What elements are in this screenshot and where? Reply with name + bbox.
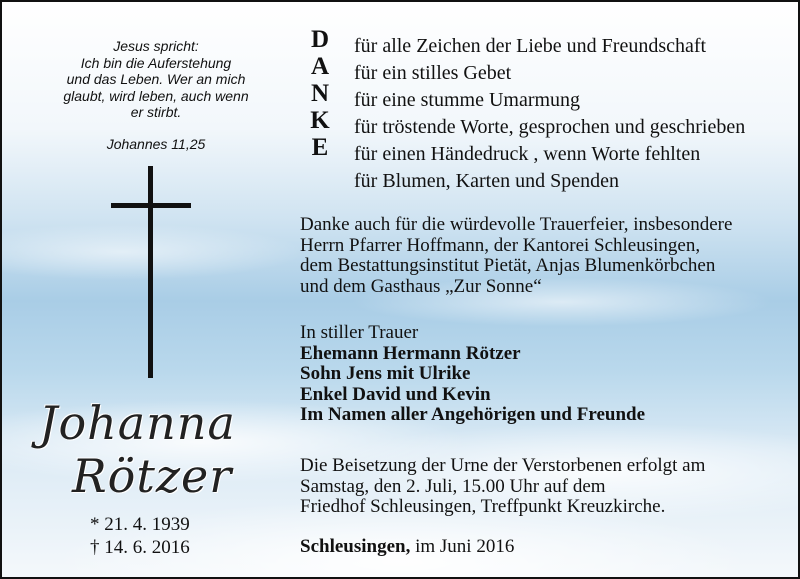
cross-vertical-beam (148, 166, 153, 378)
verse-reference: Johannes 11,25 (106, 136, 206, 152)
danke-line: für ein stilles Gebet (354, 62, 512, 84)
acrostic-letter: K (310, 107, 330, 134)
burial-line: Die Beisetzung der Urne der Verstorbenen erfolgt am (300, 455, 706, 476)
acrostic-letter: D (310, 26, 330, 53)
bible-verse (42, 38, 270, 152)
danke-acrostic (302, 26, 338, 161)
paragraph-line: und dem Gasthaus „Zur Sonne“ (300, 275, 542, 297)
acrostic-letter: E (311, 134, 329, 161)
deceased-last-name: Rötzer (72, 449, 233, 503)
closing-place: Schleusingen, (300, 536, 411, 557)
thanks-paragraph (300, 215, 732, 297)
danke-line: für einen Händedruck , wenn Worte fehlten (354, 143, 701, 165)
cross-horizontal-beam (111, 203, 191, 208)
mourner-name: Sohn Jens mit Ulrike (300, 363, 471, 384)
mourner-name: Enkel David und Kevin (300, 383, 491, 405)
danke-lines (354, 33, 745, 195)
paragraph-line: dem Bestattungsinstitut Pietät, Anjas Blumenkörbchen (300, 255, 716, 276)
burial-line: Samstag, den 2. Juli, 15.00 Uhr auf dem (300, 475, 606, 497)
danke-line: für tröstende Worte, gesprochen und geschrieben (354, 116, 746, 138)
mourning-intro: In stiller Trauer (300, 322, 419, 343)
mourner-name: Im Namen aller Angehörigen und Freunde (300, 404, 646, 425)
danke-line: für eine stumme Umarmung (354, 89, 581, 111)
closing-date: im Juni 2016 (410, 536, 515, 557)
paragraph-line: Herrn Pfarrer Hoffmann, der Kantorei Schleusingen, (300, 234, 701, 256)
verse-line: glaubt, wird leben, auch wenn (63, 87, 249, 104)
verse-line: und das Leben. Wer an mich (66, 71, 246, 87)
life-dates (90, 513, 190, 559)
acrostic-letter: A (310, 53, 330, 80)
verse-line: Jesus spricht: (113, 38, 199, 54)
verse-line: Ich bin die Auferstehung (80, 54, 232, 71)
deceased-first-name: Johanna (39, 396, 236, 450)
acrostic-letter: N (310, 80, 330, 107)
danke-line: für Blumen, Karten und Spenden (354, 170, 619, 192)
birth-date: * 21. 4. 1939 (90, 514, 190, 535)
mourner-name: Ehemann Hermann Rötzer (300, 342, 521, 364)
burial-line: Friedhof Schleusingen, Treffpunkt Kreuzkirche. (300, 496, 666, 517)
mourners-block (300, 323, 645, 426)
danke-line: für alle Zeichen der Liebe und Freundschaft (354, 35, 707, 57)
paragraph-line: Danke auch für die würdevolle Trauerfeier, insbesondere (300, 214, 733, 235)
closing-line (300, 537, 514, 558)
verse-line: er stirbt. (130, 104, 182, 120)
death-date: † 14. 6. 2016 (90, 537, 190, 558)
burial-notice (300, 456, 705, 518)
